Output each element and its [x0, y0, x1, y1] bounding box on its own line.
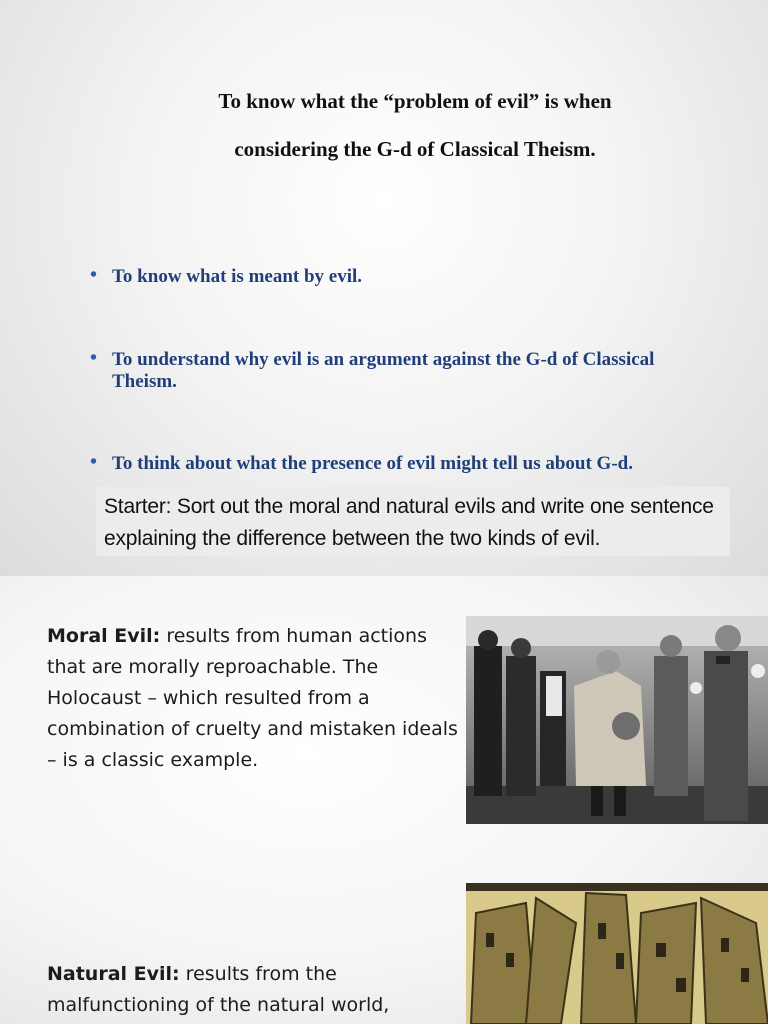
- slide-title-line-2: considering the G-d of Classical Theism.: [234, 137, 596, 161]
- natural-evil-paragraph: [47, 959, 447, 1021]
- objective-item: [90, 349, 710, 393]
- objective-text: To think about what the presence of evil might tell us about G-d.: [112, 453, 633, 474]
- bullet-icon: •: [90, 264, 98, 286]
- bullet-icon: •: [90, 347, 98, 369]
- natural-evil-term: Natural Evil:: [47, 963, 180, 985]
- objective-text: To know what is meant by evil.: [112, 266, 363, 287]
- bullet-icon: •: [90, 453, 98, 473]
- moral-evil-definition: results from human actions that are morally reproachable. The Holocaust – which resulted from a combination of cruelty and mistaken ideals – is a classic example.: [47, 625, 458, 771]
- moral-evil-term: Moral Evil:: [47, 625, 161, 647]
- slide-title-line-1: To know what the “problem of evil” is when: [218, 89, 612, 113]
- objective-text: To understand why evil is an argument against the G-d of Classical Theism.: [112, 349, 655, 392]
- objective-item: [90, 453, 710, 483]
- historical-photo: [466, 616, 768, 824]
- starter-box: Starter: Sort out the moral and natural evils and write one sentence explaining the difference between the two kinds of evil.: [96, 487, 730, 556]
- earthquake-artwork: [466, 883, 768, 1024]
- natural-evil-definition: results from the malfunctioning of the natural world,: [47, 963, 390, 1016]
- slide-2: [0, 576, 768, 1024]
- moral-evil-paragraph: [47, 621, 462, 776]
- objective-item: [90, 266, 710, 288]
